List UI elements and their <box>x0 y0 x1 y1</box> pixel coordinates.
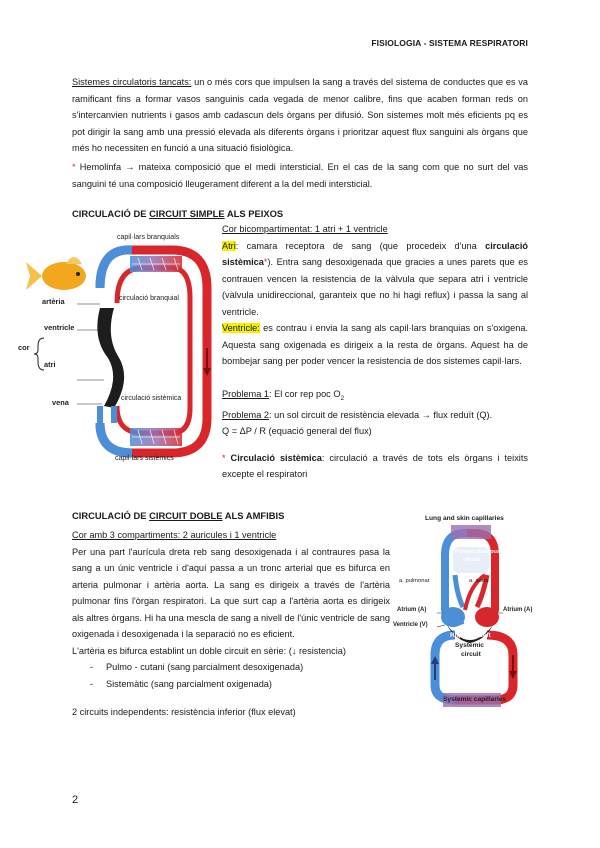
fig2-apulm-label: a. pulmonar <box>399 578 430 584</box>
problema1 <box>222 386 528 407</box>
section2-line3: 2 circuits independents: resistència inferior (flux elevat) <box>72 707 296 717</box>
fig1-cor-label: cor <box>18 343 30 352</box>
problema2-label: Problema 2 <box>222 409 269 420</box>
ventricle-paragraph <box>222 320 528 370</box>
note-asterisk: * <box>72 162 76 172</box>
sistemica-note <box>222 450 528 483</box>
fig1-arteria-label: artèria <box>42 297 65 306</box>
ventricle-label: Ventricle: <box>222 323 260 333</box>
intro-paragraph <box>72 74 528 157</box>
section2-title-underlined: CIRCUIT DOBLE <box>149 510 223 521</box>
problema2-text: : un sol circuit de resistència elevada → flux reduït (Q). <box>268 409 493 420</box>
list-item: - Sistemàtic (sang parcialment oxigenada) <box>72 676 390 693</box>
fig1-ventricle-label: ventricle <box>44 323 75 332</box>
fish-circulation-diagram <box>22 228 222 468</box>
note-text: Hemolinfa → mateixa composició que el medi intersticial. En el cas de la sang com que no surt del vas sanguini té una composició lleugerament diferent a la del medi intersticial. <box>72 162 528 189</box>
fig2-aaorta-label: a. aorta <box>469 578 489 584</box>
sistemica-star: * <box>222 452 226 463</box>
page-number: 2 <box>72 794 79 806</box>
atri-label: Atri <box>222 240 236 251</box>
problema1-text: : El cor rep poc O <box>268 388 341 399</box>
fig2-right-label: Right <box>450 632 467 639</box>
ventricle-text: es contrau i envia la sang als capil·lars branquias on s'oxigena. Aquesta sang oxigenada es dirigeix a la resta de òrgans. Aquest ha de bombejar sang per poder vencer la resistencia de dos sistemes capil·lars. <box>222 323 528 366</box>
atri-text-1: : camara receptora de sang (que procedeix d'una <box>235 240 486 251</box>
section1-title <box>72 208 283 219</box>
intro-term: Sistemes circulatoris tancats: <box>72 77 192 87</box>
fig2-left-label: Left <box>479 632 491 639</box>
page-header: FISIOLOGIA - SISTEMA RESPIRATORI <box>371 38 528 48</box>
sistemica-bold: Circulació sistèmica <box>225 452 322 463</box>
section2-title-pre: CIRCULACIÓ DE <box>72 510 150 521</box>
fig2-atrium-left-label: Atrium (A) <box>397 607 427 613</box>
list-item: - Pulmo - cutani (sang parcialment desoxigenada) <box>72 659 390 676</box>
atri-bold: circulació sistèmica <box>222 240 528 267</box>
amphibian-circulation-figure <box>395 515 540 710</box>
section2-title-post: ALS AMFIBIS <box>222 510 285 521</box>
problema2 <box>222 407 528 424</box>
section2-line2: L'artèria es bifurca establint un doble circuit en sèrie: (↓ resistencia) <box>72 645 346 656</box>
circuit-list <box>72 659 390 692</box>
section2-title <box>72 510 284 521</box>
fig2-pulmo-label-1: Pulmocutaneous <box>455 549 501 555</box>
section2-paragraph: Per una part l'aurícula dreta reb sang desoxigenada i al contraures pasa la sang a un únic ventricle i d'aquí passa a un tronc arterial que es bifurca en arteria pulmonar i artèria aorta. La sang es dirigeix a través de l'artèria pulmonar fins l'òrgan respiratori. La que surt cap a l'artèria aorta es dirigeix als altres òrgans. Hi ha una mescla de sang a nivell de l'únic ventricle de sang oxigenada i desoxigenada i la separació no es eficient. <box>72 546 390 639</box>
hemolinfa-note <box>72 159 528 192</box>
section1-subtitle: Cor bicompartimentat: 1 atri + 1 ventricle <box>222 224 388 234</box>
fig1-atri-label: atri <box>44 360 56 369</box>
section1-title-underlined: CIRCUIT SIMPLE <box>149 208 225 219</box>
problema1-label: Problema 1 <box>222 388 269 399</box>
fig1-vena-label: vena <box>52 398 69 407</box>
fish-circulation-figure <box>18 228 222 468</box>
atri-paragraph <box>222 238 528 321</box>
atri-text-2: ). Entra sang desoxigenada que gracies a unes parets que es contrauen vencen la resistencia de la vàlvula que separa atri i ventricle (vàlvula unidireccional, garanteix que no hi hagi reflux) i passa la sang al ventricle. <box>222 257 528 317</box>
section1-title-pre: CIRCULACIÓ DE <box>72 208 150 219</box>
section1-title-post: ALS PEIXOS <box>224 208 284 219</box>
fig1-top-label: capil·lars branquials <box>117 234 180 241</box>
fig2-atrium-right-label: Atrium (A) <box>503 607 533 613</box>
fig2-bottom-label: Systemic capillaries <box>443 696 507 703</box>
section1-text <box>222 221 528 483</box>
fig1-systemic-label: circulació sistèmica <box>121 395 182 402</box>
sistemica-text: : circulació a través de tots els òrgans i teixits excepte el respiratori <box>222 452 528 480</box>
fig2-systemic-label-1: Systemic <box>455 642 484 649</box>
fig2-top-label: Lung and skin capillaries <box>425 515 504 522</box>
flux-formula: Q = ΔP / R (equació general del flux) <box>222 426 372 437</box>
fig2-systemic-label-2: circuit <box>461 651 481 658</box>
problema1-sub: 2 <box>340 394 345 402</box>
fig1-bottom-label: capil·lars sistèmics <box>115 455 174 462</box>
atri-star: * <box>263 257 268 267</box>
section2-subtitle: Cor amb 3 compartiments: 2 auricules i 1 ventricle <box>72 530 277 540</box>
intro-text: un o més cors que impulsen la sang a través del sistema de conductes que es va ramificant fins a formar vasos sanguinis cada vegada de menor calibre, fins que acaben forman reds on s'intercanvien nutrients i gasos amb cadascun dels òrgans per difusió. Son sistemes molt més eficients pq es pot dirigir la sang amb una pressió elevada als diferents òrgans i prioritzar aquest flux sanguini als òrgans que més ho necessiten en funció a una situació fisiològica. <box>72 77 528 153</box>
fig1-branchial-label: circulació branquial <box>119 295 179 302</box>
fig2-pulmo-label-2: circuit <box>463 557 480 563</box>
fig2-ventricle-label: Ventricle (V) <box>393 622 428 628</box>
section2-text <box>72 527 390 721</box>
